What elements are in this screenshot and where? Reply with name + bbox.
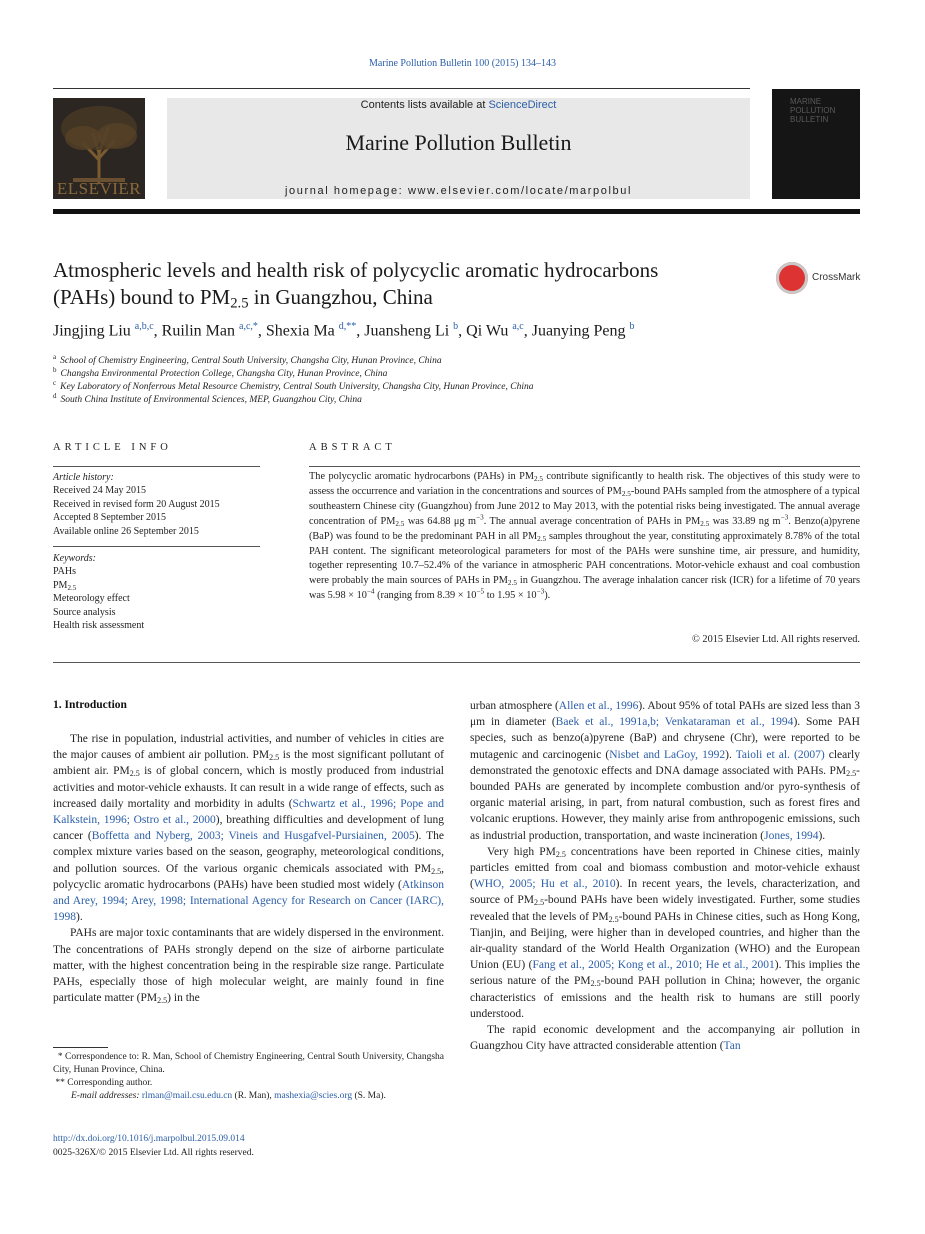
abstract-copyright: © 2015 Elsevier Ltd. All rights reserved. — [692, 634, 860, 645]
cover-title: MARINE POLLUTION BULLETIN — [790, 97, 836, 124]
affiliation: $^a$ School of Chemistry Engineering, Central South University, Changsha City, Hunan Province, China — [53, 353, 442, 367]
header-top-rule — [53, 88, 750, 89]
author-list: Jingjing Liu $^{a,b,c}$, Ruilin Man $^{a,c,*}$, Shexia Ma $^{d,**}$, Juansheng Li $^b$, Qi Wu $^{a,c}$, Juanying Peng $^b$ — [53, 321, 635, 340]
paragraph: The rapid economic development and the accompanying air pollution in Guangzhou City have attracted considerable attention (Tan — [470, 1024, 860, 1053]
reference-link[interactable]: Allen et al., 1996 — [558, 700, 639, 712]
sciencedirect-link[interactable]: ScienceDirect — [488, 99, 557, 111]
paragraph: urban atmosphere (Allen et al., 1996). About 95% of total PAHs are sized less than 3 μm in diameter (Baek et al., 1991a,b; Venkataraman et al., 1994). Some PAH species, such as benzo(a)pyrene (BaP) and chrysene (Chr), were reported to be mutagenic and carcinogenic (Nisbet and LaGoy, 1992). Taioli et al. (2007) clearly demonstrated the genotoxic effects and DNA damage associated with PAHs. $PM_{2.5}$-bounded PAHs are generated by incomplete combustion and/or pyro-synthesis of organic material arising, in part, from natural combustion, such as forest fires and volcanic eruptions. However, they mainly arise from anthropogenic emissions, such as industrial production, transportation, and waste incineration (Jones, 1994). — [470, 700, 861, 842]
article-history: Article history: Received 24 May 2015 Received in revised form 20 August 2015 Accepted 8 September 2015 Available online 26 September 2015 — [53, 472, 220, 537]
journal-homepage: journal homepage: www.elsevier.com/locate/marpolbul — [285, 185, 632, 197]
author-affiliation-link[interactable]: a,b,c — [134, 321, 154, 332]
reference-link[interactable]: Fang et al., 2005; Kong et al., 2010; He et al., 2001 — [532, 959, 775, 972]
journal-citation[interactable]: Marine Pollution Bulletin 100 (2015) 134–143 — [369, 58, 556, 69]
author-affiliation-link[interactable]: b — [453, 321, 459, 332]
footnote-correspondence: * Correspondence to: R. Man, School of Chemistry Engineering, Central South University, Changsha City, Hunan Province, China. — [53, 1052, 444, 1075]
homepage-link[interactable]: www.elsevier.com/locate/marpolbul — [408, 185, 632, 197]
author-affiliation-link[interactable]: a,c — [512, 321, 524, 332]
affiliation: $^d$ South China Institute of Environmental Sciences, MEP, Guangzhou City, China — [53, 392, 362, 406]
section-heading-introduction: 1. Introduction — [53, 699, 127, 711]
reference-link[interactable]: Nisbet and LaGoy, 1992 — [609, 748, 726, 761]
journal-title: Marine Pollution Bulletin — [345, 130, 572, 155]
footnote-corresponding-author: ** Corresponding author. — [53, 1078, 153, 1088]
reference-link[interactable]: WHO, 2005; Hu et al., 2010 — [473, 878, 616, 891]
article-title: Atmospheric levels and health risk of polycyclic aromatic hydrocarbons (PAHs) bound to $PM_{2.5}$ in Guangzhou, China — [53, 258, 659, 312]
author: Qi Wu — [466, 322, 509, 340]
author: Ruilin Man — [161, 322, 236, 340]
reference-link[interactable]: Atkinson and Arey, 1994; Arey, 1998; International Agency for Research on Cancer (IARC), 1998 — [53, 878, 444, 924]
intro-right-column — [470, 698, 860, 1054]
paragraph: The rise in population, industrial activities, and number of vehicles in cities are the major causes of ambient air pollution. $PM_{2.5}$ is the most significant pollutant of ambient air. $PM_{2.5}$ is of global concern, which is mostly produced from industrial activities and motor-vehicle exhausts. It can result in a wide range of effects, such as increased daily mortality and morbidity in adults (Schwartz et al., 1996; Pope and Kalkstein, 1996; Ostro et al., 2000), breathing difficulties and development of lung cancer (Boffetta and Nyberg, 2003; Vineis and Husgafvel-Pursiainen, 2005). The complex mixture varies based on the season, geography, meteorological conditions, and pollution sources. Of the various organic chemicals associated with $PM_{2.5}$, polycyclic aromatic hydrocarbons (PAHs) have been studied most widely (Atkinson and Arey, 1994; Arey, 1998; International Agency for Research on Cancer (IARC), 1998). — [53, 733, 445, 924]
contents-available: Contents lists available at ScienceDirect — [360, 99, 557, 111]
affiliation: $^c$ Key Laboratory of Nonferrous Metal Resource Chemistry, Central South University, Changsha City, Hunan Province, China — [53, 379, 534, 393]
journal-cover[interactable] — [772, 89, 860, 199]
author-affiliation-link[interactable]: d,** — [338, 321, 357, 332]
article-info-rule — [53, 466, 260, 467]
abstract-rule — [309, 466, 860, 467]
reference-link[interactable]: Schwartz et al., 1996; Pope and Kalkstein, 1996; Ostro et al., 2000 — [53, 797, 445, 827]
elsevier-logo[interactable] — [53, 98, 145, 199]
email-link[interactable]: rlman@mail.csu.edu.cn — [141, 1091, 233, 1101]
affiliation: $^b$ Changsha Environmental Protection College, Changsha City, Hunan Province, China — [53, 366, 388, 380]
author-affiliation-link[interactable]: a,c,* — [239, 321, 258, 332]
elsevier-wordmark: ELSEVIER — [56, 179, 142, 198]
abstract-heading: ABSTRACT — [309, 442, 396, 453]
paragraph: Very high $PM_{2.5}$ concentrations have been reported in Chinese cities, mainly particles emitted from coal and biomass combustion and motor-vehicle exhaust (WHO, 2005; Hu et al., 2010). In recent years, the levels, characterization, and source of $PM_{2.5}$-bound PAHs have been widely investigated. Further, some studies revealed that the levels of $PM_{2.5}$-bound PAHs in Chinese cities, such as Hong Kong, Tianjin, and Beijing, were higher than in developed countries, and higher than the air-quality standard of the World Health Organization (WHO) and the European Union (EU) (Fang et al., 2005; Kong et al., 2010; He et al., 2001). This implies the serious nature of the $PM_{2.5}$-bound PAH pollution in China; however, the organic characteristics of emissions and the health risk to humans are still poorly understood. — [470, 845, 860, 1020]
paragraph: PAHs are major toxic contaminants that are widely dispersed in the environment. The concentrations of PAHs strongly depend on the size of airborne particulate matter, with the highest concentration being in the respirable size range. Particulate PAHs, especially those of high molecular weight, are mainly found in fine particulate matter $(PM_{2.5})$ in the — [53, 927, 444, 1006]
doi-link[interactable]: http://dx.doi.org/10.1016/j.marpolbul.2015.09.014 — [53, 1134, 245, 1144]
reference-link[interactable]: Jones, 1994 — [764, 829, 819, 842]
issn-line: 0025-326X/© 2015 Elsevier Ltd. All rights reserved. — [53, 1148, 254, 1158]
email-link[interactable]: mashexia@scies.org — [274, 1091, 353, 1101]
author: Juansheng Li — [364, 322, 450, 340]
crossmark-badge[interactable] — [776, 262, 860, 294]
header-bottom-bar — [53, 209, 860, 214]
keywords-rule — [53, 546, 260, 547]
abstract-text: The polycyclic aromatic hydrocarbons (PAHs) in $PM_{2.5}$ contribute significantly to health risk. The objectives of this study were to assess the occurrence and variation in the concentrations and sources of $PM_{2.5}$-bound PAHs sampled from the atmosphere of a typical southeastern Chinese city (Guangzhou) from June 2012 to May 2013, with the potential risks being investigated. The annual average concentration of $PM_{2.5}$ was 64.88 μg $m^{-3}$. The annual average concentration of PAHs in $PM_{2.5}$ was 33.89 ng $m^{-3}$. Benzo(a)pyrene (BaP) was found to be the predominant PAH in all $PM_{2.5}$ samples throughout the year, constituting approximately 8.78% of the total PAH content. The significant meteorological parameters for most of the PAHs were sunshine time, air pressure, and humidity, together representing 10.7–52.4% of the variance in atmospheric PAH concentrations. Motor-vehicle exhaust and coal combustion were probably the main sources of PAHs in $PM_{2.5}$ in Guangzhou. The average inhalation cancer risk (ICR) for a lifetime of 70 years was $5.98 \times 10^{-4}$ (ranging from $8.39 \times 10^{-5}$ to $1.95 \times 10^{-3}$). — [309, 471, 860, 602]
reference-link[interactable]: Boffetta and Nyberg, 2003; Vineis and Husgafvel-Pursiainen, 2005 — [91, 830, 415, 843]
journal-header — [167, 98, 750, 199]
footnote-rule — [53, 1047, 108, 1048]
crossmark-icon — [776, 262, 808, 294]
reference-link[interactable]: Taioli et al. (2007) — [735, 748, 825, 761]
footnote-emails: E-mail addresses: rlman@mail.csu.edu.cn (R. Man), mashexia@scies.org (S. Ma). — [71, 1091, 386, 1101]
reference-link[interactable]: Tan — [723, 1040, 741, 1053]
abstract-bottom-rule — [53, 662, 860, 663]
reference-link[interactable]: Baek et al., 1991a,b; Venkataraman et al., 1994 — [555, 716, 794, 729]
keywords: Keywords: PAHs $PM_{2.5}$ Meteorology effect Source analysis Health risk assessment — [53, 553, 145, 632]
crossmark-label: CrossMark — [812, 272, 861, 283]
author: Shexia Ma — [265, 322, 335, 340]
intro-left-column — [53, 731, 444, 1006]
article-info-heading: ARTICLE INFO — [53, 442, 172, 453]
author-affiliation-link[interactable]: b — [629, 321, 635, 332]
author: Jingjing Liu — [53, 322, 131, 340]
author: Juanying Peng — [531, 322, 626, 340]
